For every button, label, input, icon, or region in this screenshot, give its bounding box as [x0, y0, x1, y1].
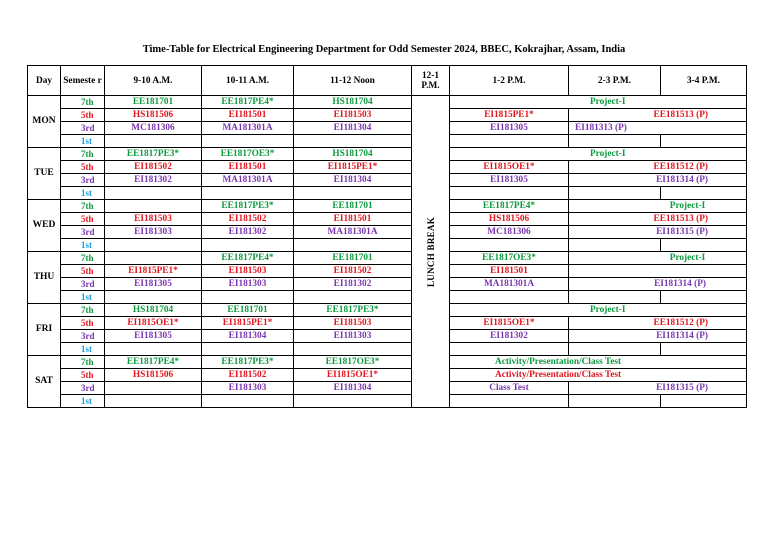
- cell: MC181306: [105, 122, 202, 135]
- cell: EI181305: [450, 174, 569, 187]
- cell: EI181303: [202, 382, 294, 395]
- header-11-12: 11-12 Noon: [294, 66, 412, 96]
- table-row: [28, 395, 747, 408]
- table-row: [28, 278, 747, 291]
- cell: EI181303: [105, 226, 202, 239]
- cell: Class Test: [450, 382, 569, 395]
- header-2-3: 2-3 P.M.: [569, 66, 661, 96]
- cell: HS181704: [294, 148, 412, 161]
- table-row: [28, 252, 747, 265]
- cell: EI181503: [294, 109, 412, 122]
- cell: Project-I: [569, 200, 747, 213]
- cell: EI181313 (P): [569, 122, 747, 135]
- day-mon: MON: [28, 96, 61, 148]
- cell: EE1817PE3*: [105, 148, 202, 161]
- cell: EI1815PE1*: [294, 161, 412, 174]
- table-row: [28, 226, 747, 239]
- cell: EI1815PE1*: [450, 109, 569, 122]
- day-thu: THU: [28, 252, 61, 304]
- cell: MA181301A: [202, 174, 294, 187]
- table-row: [28, 213, 747, 226]
- sem-7th: 7th: [61, 148, 105, 161]
- cell: EI181314 (P): [569, 174, 747, 187]
- cell: EI181501: [202, 109, 294, 122]
- cell: EI181303: [294, 330, 412, 343]
- cell: EE1817PE4*: [202, 252, 294, 265]
- cell: EI181501: [294, 213, 412, 226]
- cell: EI181305: [105, 330, 202, 343]
- sem-5th: 5th: [61, 317, 105, 330]
- header-10-11: 10-11 A.M.: [202, 66, 294, 96]
- cell: MA181301A: [202, 122, 294, 135]
- cell: EI181501: [450, 265, 569, 278]
- sem-7th: 7th: [61, 200, 105, 213]
- cell: EI181503: [202, 265, 294, 278]
- sem-3rd: 3rd: [61, 226, 105, 239]
- cell: EI181315 (P): [569, 226, 747, 239]
- cell: EI181502: [202, 213, 294, 226]
- cell: EE181513 (P): [569, 109, 747, 122]
- cell: EE181512 (P): [569, 317, 747, 330]
- table-row: [28, 291, 747, 304]
- sem-5th: 5th: [61, 265, 105, 278]
- cell: EI181304: [294, 382, 412, 395]
- sem-3rd: 3rd: [61, 278, 105, 291]
- cell: EI181304: [294, 174, 412, 187]
- header-9-10: 9-10 A.M.: [105, 66, 202, 96]
- table-row: [28, 122, 747, 135]
- cell: EI181305: [105, 278, 202, 291]
- cell: EI181314 (P): [569, 330, 747, 343]
- header-lunch: 12-1 P.M.: [412, 66, 450, 96]
- sem-1st: 1st: [61, 187, 105, 200]
- header-semester: Semeste r: [61, 66, 105, 96]
- cell: EI181303: [202, 278, 294, 291]
- sem-5th: 5th: [61, 109, 105, 122]
- timetable: [27, 65, 747, 408]
- cell: EE1817OE3*: [294, 356, 412, 369]
- cell: EE1817PE4*: [105, 356, 202, 369]
- cell: HS181704: [294, 96, 412, 109]
- cell: EI181304: [294, 122, 412, 135]
- cell: EI181314 (P): [569, 278, 747, 291]
- lunch-break: LUNCH BREAK: [412, 96, 450, 408]
- table-row: [28, 239, 747, 252]
- cell: EE1817PE4*: [202, 96, 294, 109]
- sem-5th: 5th: [61, 369, 105, 382]
- cell: HS181506: [105, 109, 202, 122]
- cell: EE1817PE3*: [202, 200, 294, 213]
- cell: Project-I: [450, 96, 747, 109]
- cell: MC181306: [450, 226, 569, 239]
- cell: EI181503: [294, 317, 412, 330]
- table-row: [28, 109, 747, 122]
- cell: MA181301A: [294, 226, 412, 239]
- cell: Project-I: [450, 304, 747, 317]
- cell: Activity/Presentation/Class Test: [450, 369, 747, 382]
- cell: EI1815OE1*: [450, 161, 569, 174]
- cell: [105, 252, 202, 265]
- cell: EE181701: [105, 96, 202, 109]
- table-row: [28, 187, 747, 200]
- table-row: [28, 343, 747, 356]
- sem-5th: 5th: [61, 213, 105, 226]
- header-row: [28, 66, 747, 96]
- cell: EI1815OE1*: [450, 317, 569, 330]
- sem-1st: 1st: [61, 291, 105, 304]
- cell: EE181512 (P): [569, 161, 747, 174]
- table-row: [28, 96, 747, 109]
- cell: EI181502: [294, 265, 412, 278]
- header-3-4: 3-4 P.M.: [661, 66, 747, 96]
- cell: [105, 200, 202, 213]
- sem-3rd: 3rd: [61, 330, 105, 343]
- cell: EI181502: [105, 161, 202, 174]
- sem-3rd: 3rd: [61, 122, 105, 135]
- sem-3rd: 3rd: [61, 174, 105, 187]
- cell: EI181302: [450, 330, 569, 343]
- cell: [105, 382, 202, 395]
- cell: EE1817OE3*: [202, 148, 294, 161]
- sem-7th: 7th: [61, 96, 105, 109]
- day-sat: SAT: [28, 356, 61, 408]
- cell: EE1817PE3*: [294, 304, 412, 317]
- cell: EI181304: [202, 330, 294, 343]
- page-title: Time-Table for Electrical Engineering Department for Odd Semester 2024, BBEC, Kokrajhar, Assam, India: [142, 44, 626, 55]
- sem-3rd: 3rd: [61, 382, 105, 395]
- cell: EI181502: [202, 369, 294, 382]
- cell: HS181506: [450, 213, 569, 226]
- header-day: Day: [28, 66, 61, 96]
- table-row: [28, 304, 747, 317]
- table-row: [28, 148, 747, 161]
- cell: EI1815OE1*: [294, 369, 412, 382]
- sem-7th: 7th: [61, 304, 105, 317]
- table-row: [28, 382, 747, 395]
- table-row: [28, 369, 747, 382]
- cell: EI181503: [105, 213, 202, 226]
- cell: EI181501: [202, 161, 294, 174]
- cell: MA181301A: [450, 278, 569, 291]
- day-fri: FRI: [28, 304, 61, 356]
- table-row: [28, 200, 747, 213]
- header-1-2: 1-2 P.M.: [450, 66, 569, 96]
- cell: EE181701: [294, 252, 412, 265]
- table-row: [28, 356, 747, 369]
- cell: EE1817OE3*: [450, 252, 569, 265]
- sem-1st: 1st: [61, 239, 105, 252]
- sem-1st: 1st: [61, 343, 105, 356]
- cell: EE181513 (P): [569, 213, 747, 226]
- cell: EI181305: [450, 122, 569, 135]
- sem-1st: 1st: [61, 135, 105, 148]
- day-tue: TUE: [28, 148, 61, 200]
- cell: EI181302: [294, 278, 412, 291]
- cell: EI181315 (P): [569, 382, 747, 395]
- sem-7th: 7th: [61, 252, 105, 265]
- cell: Project-I: [569, 252, 747, 265]
- cell: EE1817PE4*: [450, 200, 569, 213]
- sem-5th: 5th: [61, 161, 105, 174]
- cell: EE181701: [202, 304, 294, 317]
- cell: EI181302: [202, 226, 294, 239]
- cell: HS181506: [105, 369, 202, 382]
- sem-7th: 7th: [61, 356, 105, 369]
- day-wed: WED: [28, 200, 61, 252]
- table-row: [28, 317, 747, 330]
- table-row: [28, 135, 747, 148]
- table-row: [28, 161, 747, 174]
- table-row: [28, 265, 747, 278]
- cell: Activity/Presentation/Class Test: [450, 356, 747, 369]
- cell: EI181302: [105, 174, 202, 187]
- cell: EE181701: [294, 200, 412, 213]
- table-row: [28, 330, 747, 343]
- table-row: [28, 174, 747, 187]
- cell: EI1815OE1*: [105, 317, 202, 330]
- sem-1st: 1st: [61, 395, 105, 408]
- cell: Project-I: [450, 148, 747, 161]
- cell: EE1817PE3*: [202, 356, 294, 369]
- cell: EI1815PE1*: [202, 317, 294, 330]
- cell: HS181704: [105, 304, 202, 317]
- cell: EI1815PE1*: [105, 265, 202, 278]
